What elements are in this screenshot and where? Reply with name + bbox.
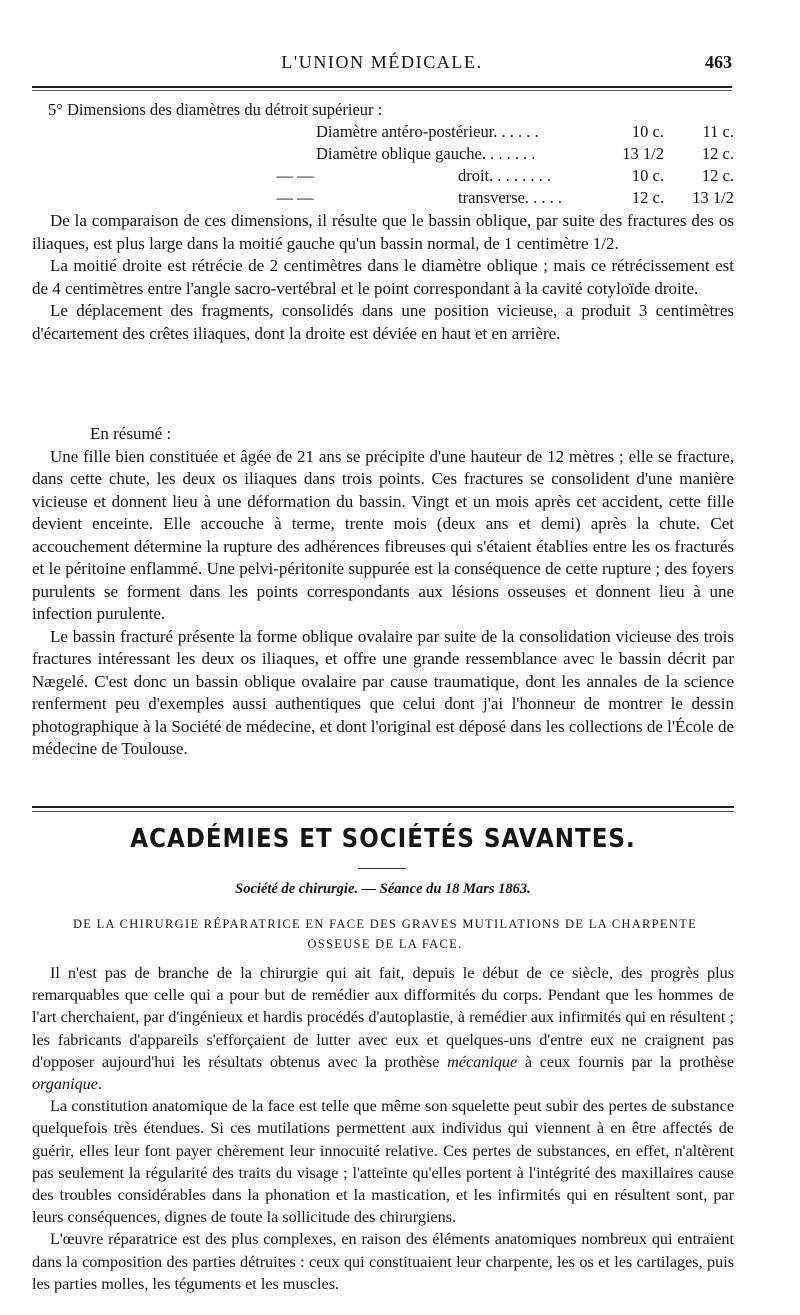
paragraph: Le déplacement des fragments, consolidés dans une position vicieuse, a produit 3 centimètres d'écartement des crêtes iliaques, dont la droite est déviée en haut et en arrière. [32, 301, 734, 343]
dimension-value-normal: 13 1/2 [692, 188, 734, 207]
emphasis: mécanique [447, 1052, 518, 1071]
summary-paragraphs [32, 423, 734, 761]
short-divider [358, 868, 406, 869]
running-head [32, 50, 732, 74]
dimension-value-normal: 12 c. [701, 166, 734, 185]
dimensions-heading: 5° Dimensions des diamètres du détroit supérieur : [48, 100, 383, 119]
paragraph: De la comparaison de ces dimensions, il résulte que le bassin oblique, par suite des fractures des os iliaques, est plus large dans la moitié gauche qu'un bassin normal, de 1 centimètre 1/2. [32, 211, 734, 253]
dimensions-table [250, 122, 734, 210]
dimension-label: droit. . . . . . . . [458, 166, 552, 185]
section-rule-thin [32, 811, 734, 812]
text-run: Il n'est pas de branche de la chirurgie qui ait fait, depuis le début de ce siècle, des progrès plus remarquables que celle qui a pour but de remédier aux difformités du corps. Pendant que les hommes de l'art cherchaient, par d'ingénieux et hardis procédés d'autoplastie, à remédier aux infirmités qui en résultent ; les fabricants d'appareils s'efforçaient de lutter avec eux et quelques-uns d'entre eux ne craignent pas d'opposer aujourd'hui les résultats obtenus avec la prothèse [32, 964, 734, 1071]
session-line: Société de chirurgie. — Séance du 18 Mars 1863. [235, 881, 531, 897]
journal-title: L'UNION MÉDICALE. [281, 52, 483, 72]
header-rule-thin [32, 90, 732, 91]
page-number: 463 [705, 52, 732, 72]
paragraph: La moitié droite est rétrécie de 2 centimètres dans le diamètre oblique ; mais ce rétrécissement est de 4 centimètres entre l'angle sacro-vertébral et le point correspondant à la cavité cotyloïde droite. [32, 256, 734, 298]
paragraph: L'œuvre réparatrice est des plus complexes, en raison des éléments anatomiques nombreux qui entraient dans la composition des parties détruites : ceux qui constituaient leur charpente, les os et les cartilages, puis les parties molles, les téguments et les muscles. [32, 1230, 734, 1293]
dimension-row [250, 166, 734, 188]
dimension-value-normal: 11 c. [702, 122, 734, 141]
paragraph: La constitution anatomique de la face est telle que même son squelette peut subir des pertes de substance quelquefois très étendues. Si ces mutilations permettent aux individus qui viennent à en être affectés de guérir, elles leur font payer chèrement leur innocuité relative. Ces pertes de substances, en effet, n'altèrent pas seulement la régularité des traits du visage ; l'atteinte qu'elles portent à l'intégrité des maxillaires cause des troubles considérables dans la phonation et la mastication, et les infirmités qui en résultent sont, par leurs conséquences, dignes de toute la sollicitude des chirurgiens. [32, 1097, 734, 1227]
article-body [32, 962, 734, 1295]
dimension-value-fractured: 12 c. [631, 188, 664, 207]
article-title: DE LA CHIRURGIE RÉPARATRICE EN FACE DES GRAVES MUTILATIONS DE LA CHARPENTE OSSEUSE DE LA FACE. [72, 917, 698, 951]
dimension-value-normal: 12 c. [701, 144, 734, 163]
dimension-label: Diamètre antéro-postérieur. . . . . . [316, 122, 539, 141]
dimension-label: transverse. . . . . [458, 188, 563, 207]
dimension-value-fractured: 10 c. [631, 122, 664, 141]
comparison-paragraphs [32, 210, 734, 345]
dimension-prefix: — — [276, 166, 314, 185]
paragraph: Une fille bien constituée et âgée de 21 ans se précipite d'une hauteur de 12 mètres ; elle se fracture, dans cette chute, les deux os iliaques dans trois points. Ces fractures se consolident d'une manière vicieuse et donnent lieu à une déformation du bassin. Vingt et un mois après cet accident, cette fille devient enceinte. Elle accouche à terme, trente mois (deux ans et demi) après la chute. Cet accouchement détermine la rupture des adhérences fibreuses qui s'étaient établies entre les os fracturés et le péritoine enflammé. Une pelvi-péritonite suppurée est la conséquence de cette rupture ; des foyers purulents se forment dans les points correspondants aux lésions osseuses et donnent lieu à une infection purulente. [32, 446, 734, 623]
emphasis: organique [32, 1075, 98, 1094]
section-rule [32, 806, 734, 808]
dimension-row [250, 188, 734, 210]
paragraph [32, 962, 734, 1095]
dimension-value-fractured: 10 c. [631, 166, 664, 185]
header-rule [32, 86, 732, 88]
dimension-prefix: — — [276, 188, 314, 207]
dimension-row [250, 122, 734, 144]
text-run: à ceux fournis par la prothèse [517, 1052, 735, 1071]
section-title: ACADÉMIES ET SOCIÉTÉS SAVANTES. [130, 824, 636, 854]
summary-heading: En résumé : [90, 424, 172, 443]
dimension-label: Diamètre oblique gauche. . . . . . . [316, 144, 536, 163]
paragraph: Le bassin fracturé présente la forme oblique ovalaire par suite de la consolidation vicieuse des trois fractures intéressant les deux os iliaques, et offre une grande ressemblance avec le bassin décrit par Nægelé. C'est donc un bassin oblique ovalaire par cause traumatique, dont les annales de la science renferment peu d'exemples aussi authentiques que celui dont j'ai l'honneur de montrer le dessin photographique à la Société de médecine, et dont l'original est déposé dans les collections de l'École de médecine de Toulouse. [32, 626, 734, 758]
dimension-row [250, 144, 734, 166]
dimension-value-fractured: 13 1/2 [622, 144, 664, 163]
text-run: . [97, 1075, 102, 1094]
